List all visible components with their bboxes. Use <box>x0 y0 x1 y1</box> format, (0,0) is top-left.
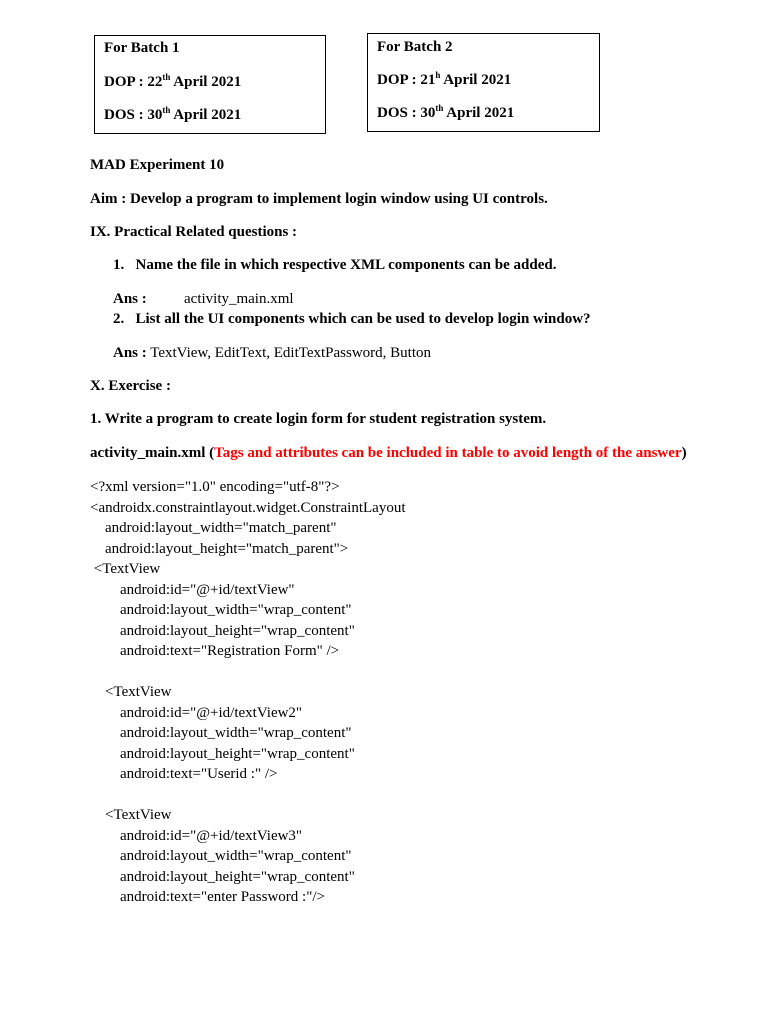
batch2-box <box>367 33 600 132</box>
code-line: android:id="@+id/textView3" <box>90 827 303 844</box>
question-2: 2. List all the UI components which can be used to develop login window? <box>113 311 591 327</box>
code-line: android:id="@+id/textView2" <box>90 704 303 721</box>
file-label: activity_main.xml ( <box>90 445 215 461</box>
code-line: <?xml version="1.0" encoding="utf-8"?> <box>90 479 340 495</box>
answer-2 <box>113 345 431 362</box>
exercise-heading: X. Exercise : <box>90 378 171 394</box>
code-line: <TextView <box>90 684 172 700</box>
code-line: android:layout_width="wrap_content" <box>90 848 352 864</box>
batch1-title: For Batch 1 <box>104 40 180 56</box>
batch1-dop-rest: April 2021 <box>170 74 242 90</box>
code-block <box>90 477 405 908</box>
aim-text: Aim : Develop a program to implement login window using UI controls. <box>90 191 548 207</box>
code-line: android:text="enter Password :"/> <box>90 889 325 905</box>
code-line: <TextView <box>90 807 172 823</box>
batch1-dop-label: DOP : 22 <box>104 74 163 90</box>
batch2-dos-label: DOS : 30 <box>377 105 436 121</box>
code-line <box>90 662 405 683</box>
file-heading <box>90 445 687 462</box>
batch2-dos-sup: th <box>435 103 444 113</box>
code-line: android:layout_height="wrap_content" <box>90 745 355 762</box>
file-note: Tags and attributes can be included in table to avoid length of the answer <box>214 445 682 461</box>
batch1-dos-rest: April 2021 <box>170 107 242 123</box>
answer-2-label: Ans : <box>113 345 147 361</box>
batch2-dop <box>377 72 511 89</box>
answer-2-value: TextView, EditText, EditTextPassword, Button <box>146 345 432 361</box>
code-line: android:layout_width="match_parent" <box>90 520 337 536</box>
batch2-title: For Batch 2 <box>377 39 453 55</box>
code-line: <androidx.constraintlayout.widget.ConstraintLayout <box>90 499 406 516</box>
code-line: android:layout_height="match_parent"> <box>90 540 349 557</box>
answer-1-label: Ans : <box>113 291 147 307</box>
batch2-dos-rest: April 2021 <box>443 105 515 121</box>
experiment-title: MAD Experiment 10 <box>90 157 225 173</box>
code-line: android:layout_width="wrap_content" <box>90 725 352 741</box>
batch1-dos-label: DOS : 30 <box>104 107 163 123</box>
question-1: 1. Name the file in which respective XML components can be added. <box>113 257 557 273</box>
batch2-dos <box>377 105 514 122</box>
answer-1-value: activity_main.xml <box>184 291 294 307</box>
code-line <box>90 785 405 806</box>
batch2-dop-label: DOP : 21 <box>377 72 436 88</box>
batch1-box <box>94 35 326 134</box>
batch1-dop-sup: th <box>162 72 171 82</box>
code-line: android:text="Userid :" /> <box>90 766 278 782</box>
practical-heading: IX. Practical Related questions : <box>90 224 298 240</box>
code-line: android:layout_height="wrap_content" <box>90 622 355 639</box>
batch1-dos <box>104 107 241 124</box>
batch2-dop-sup: h <box>435 70 441 80</box>
file-close: ) <box>681 445 687 461</box>
batch2-dop-rest: April 2021 <box>440 72 512 88</box>
code-line: android:id="@+id/textView" <box>90 581 295 598</box>
batch1-dos-sup: th <box>162 105 171 115</box>
code-line: android:layout_width="wrap_content" <box>90 602 352 618</box>
code-line: <TextView <box>90 561 161 577</box>
code-line: android:layout_height="wrap_content" <box>90 868 355 885</box>
exercise-1: 1. Write a program to create login form for student registration system. <box>90 411 547 427</box>
batch1-dop <box>104 74 241 91</box>
code-line: android:text="Registration Form" /> <box>90 643 340 659</box>
